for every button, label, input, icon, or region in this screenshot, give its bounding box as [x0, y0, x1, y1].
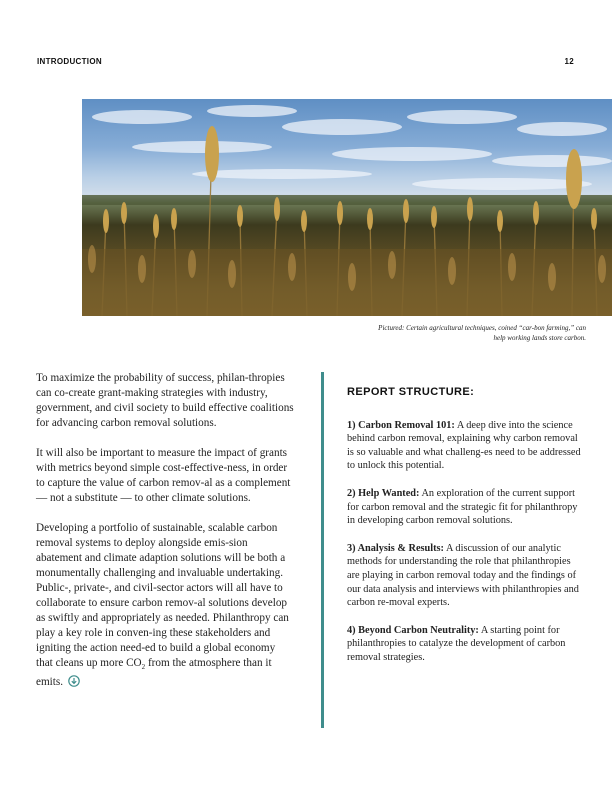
paragraph-text: Developing a portfolio of sustainable, scalable carbon removal systems to deploy alongside emis-sion abatement and climate adaption solutions will be both a monumentally challenging and invaluable undertaking. Public-, private-, and civil-sector actors will all have to collaborate to ensure carbon remov-al solutions develop as swiftly and appropriately as needed. Philanthropy can play a key role in conven-ing these stakeholders and igniting the action need-ed to build a global economy that cleans up more CO — [36, 522, 289, 669]
intro-paragraph: It will also be important to measure the impact of grants with metrics beyond simple cost-effective-ness, in order to capture the value of carbon remov-al as a complement — not a substitute — to other climate solutions. — [36, 447, 291, 504]
page-number: 12 — [564, 57, 574, 66]
structure-item-text: An exploration of the current support for carbon removal and the strategic fit for philanthropy in developing carbon removal solutions. — [347, 487, 578, 527]
section-label: INTRODUCTION — [37, 57, 102, 66]
report-structure — [347, 386, 581, 679]
structure-item-text: A discussion of our analytic methods for understanding the role that philanthropies are playing in carbon removal today and the findings of our data analysis and interviews with philanthropies and carbon re-moval experts. — [347, 542, 579, 609]
subscript: 2 — [141, 663, 146, 672]
structure-item-text: A deep dive into the science behind carbon removal, explaining why carbon removal is so valuable and what challeng-es need to be addressed to unlock this potential. — [347, 419, 581, 472]
column-divider — [321, 372, 324, 728]
structure-item-heading: 1) Carbon Removal 101: — [347, 419, 455, 431]
intro-body — [36, 371, 294, 705]
structure-item-heading: 4) Beyond Carbon Neutrality: — [347, 624, 479, 636]
structure-item-heading: 3) Analysis & Results: — [347, 542, 444, 554]
report-structure-title: REPORT STRUCTURE: — [347, 386, 475, 398]
structure-item — [347, 419, 581, 473]
structure-item — [347, 542, 581, 610]
arrow-down-circle-icon[interactable] — [68, 675, 80, 687]
wheat-field-illustration — [82, 99, 612, 316]
intro-paragraph — [36, 521, 294, 690]
intro-paragraph: To maximize the probability of success, philan-thropies can co-create grant-making strategies with industry, government, and civil society to build effective coalitions for advancing carbon removal solutions. — [36, 372, 294, 429]
structure-item-text: A starting point for philanthropies to catalyze the development of carbon removal strategies. — [347, 624, 566, 663]
structure-item — [347, 624, 581, 665]
paragraph-text: from the atmosphere than it emits. — [36, 657, 272, 689]
structure-item-heading: 2) Help Wanted: — [347, 487, 420, 499]
wheat-field-photo — [82, 99, 612, 316]
structure-item — [347, 487, 581, 528]
photo-caption: Pictured: Certain agricultural techniques, coined “car-bon farming,” can help working lands store carbon. — [378, 324, 586, 342]
